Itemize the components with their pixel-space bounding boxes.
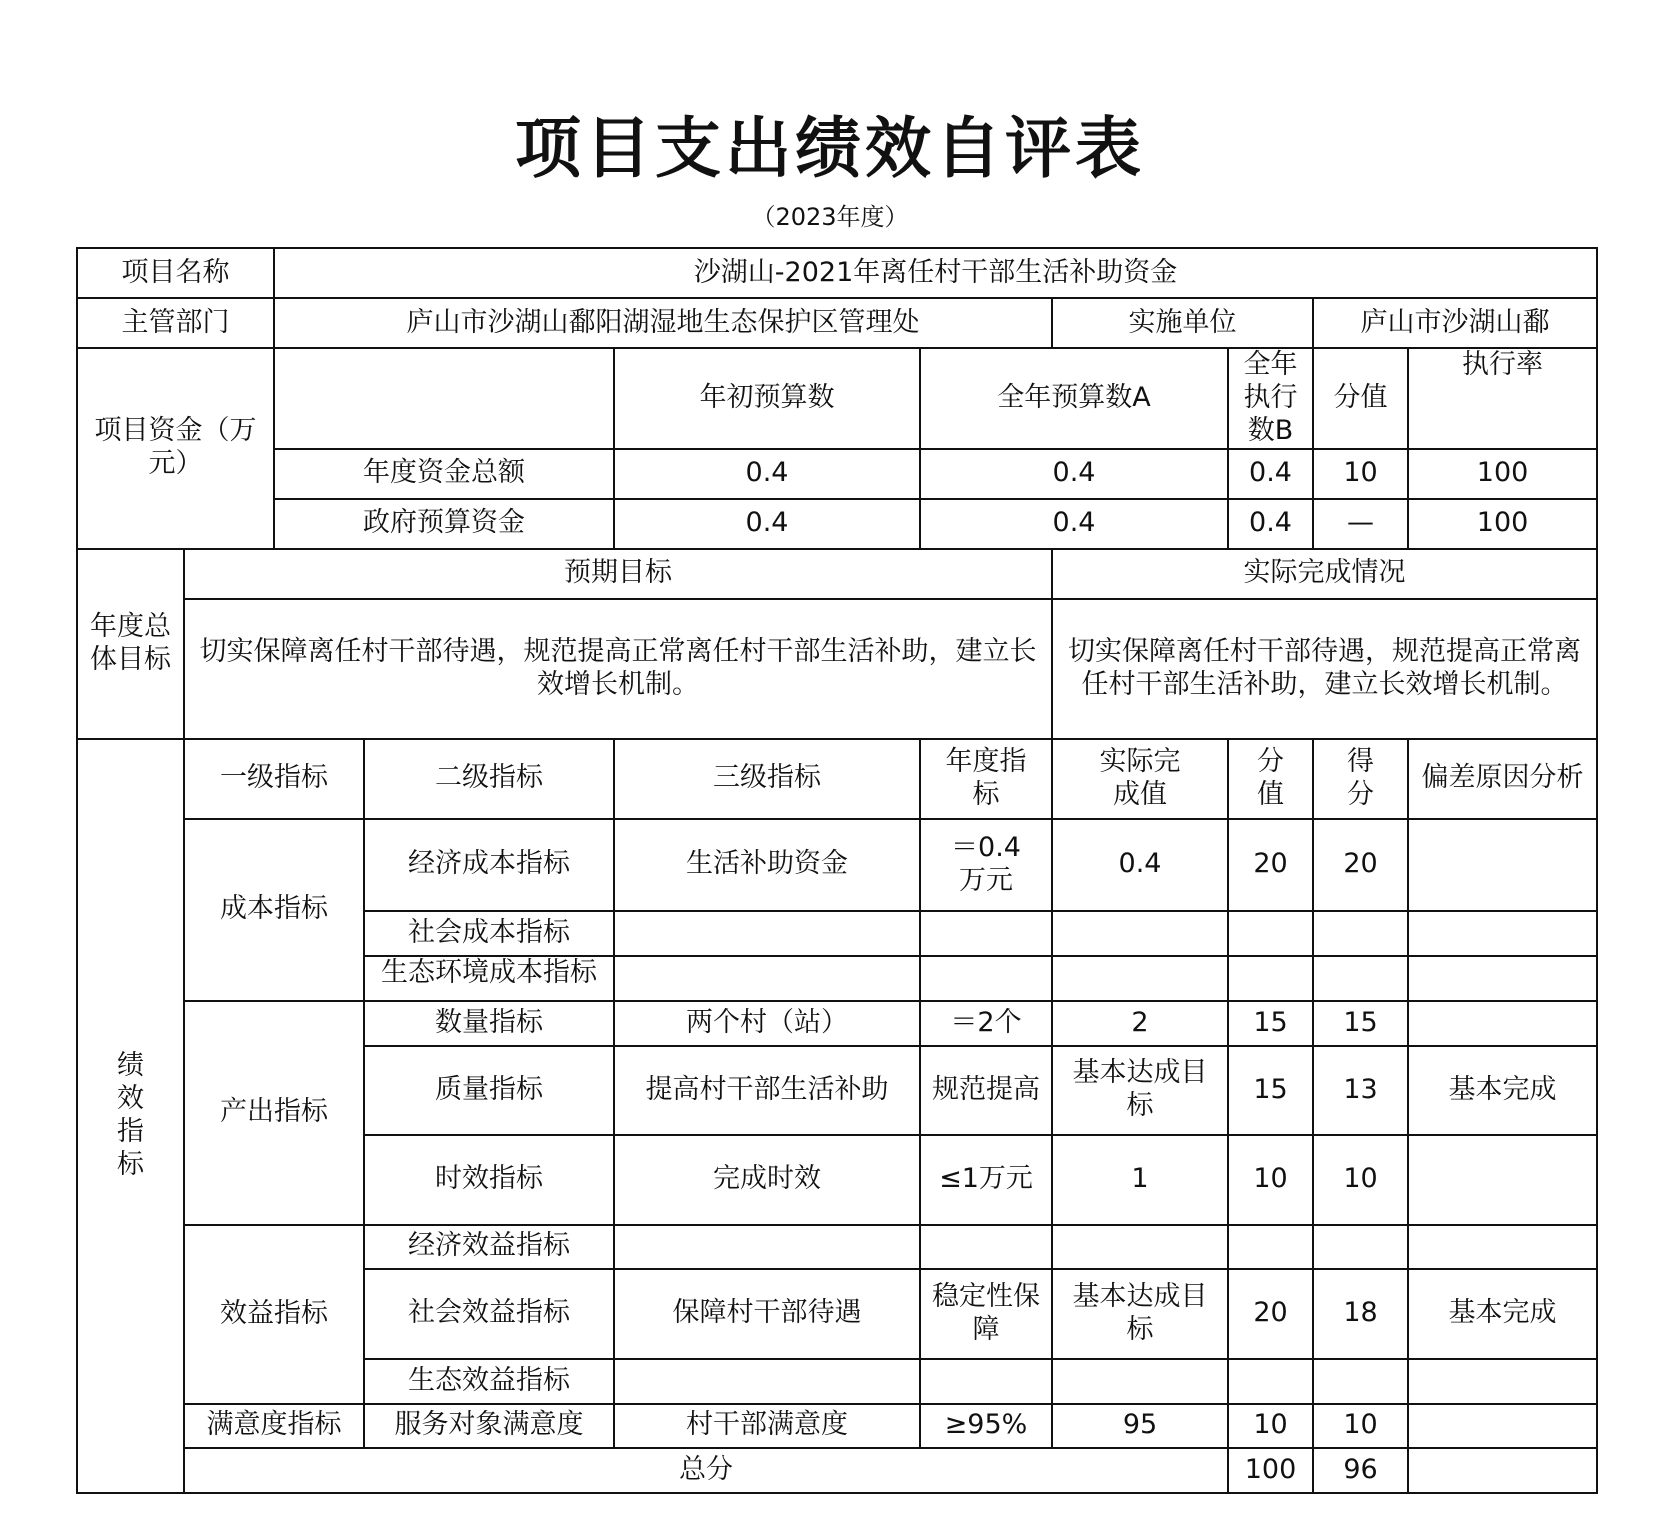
score-cell: 15	[1313, 1001, 1408, 1046]
score-cell: 10	[1313, 1404, 1408, 1448]
value-cell: 10	[1228, 1135, 1313, 1225]
actual-cell: 95	[1052, 1404, 1228, 1448]
score-cell: 13	[1313, 1046, 1408, 1135]
deviation-cell: 基本完成	[1408, 1046, 1597, 1135]
value-cell: 15	[1228, 1001, 1313, 1046]
actual-goal-header: 实际完成情况	[1052, 549, 1597, 599]
actual-goal-text: 切实保障离任村干部待遇，规范提高正常离任村干部生活补助，建立长效增长机制。	[1052, 599, 1597, 739]
goals-header-row	[77, 549, 1597, 599]
level2-cell: 质量指标	[364, 1046, 614, 1135]
level3-cell: 保障村干部待遇	[614, 1269, 920, 1359]
funds-header-annual: 全年预算数A	[920, 348, 1228, 449]
level3-cell	[614, 911, 920, 956]
funds-header-exec-rate: 执行率	[1408, 348, 1597, 449]
dept-value: 庐山市沙湖山鄱阳湖湿地生态保护区管理处	[274, 298, 1052, 348]
deviation-cell	[1408, 956, 1597, 1001]
annual-cell: ≥95%	[920, 1404, 1052, 1448]
funds-row-label: 年度资金总额	[274, 449, 614, 499]
deviation-cell	[1408, 911, 1597, 956]
total-score: 96	[1313, 1448, 1408, 1493]
score-cell: 18	[1313, 1269, 1408, 1359]
total-label: 总分	[184, 1448, 1228, 1493]
goals-content-row	[77, 599, 1597, 739]
funds-row-executed: 0.4	[1228, 499, 1313, 549]
total-row	[77, 1448, 1597, 1493]
header-value: 分值	[1228, 739, 1313, 819]
annual-cell	[920, 1359, 1052, 1404]
annual-cell: ＝2个	[920, 1001, 1052, 1046]
score-cell	[1313, 1225, 1408, 1269]
level2-cell: 时效指标	[364, 1135, 614, 1225]
project-name-row	[77, 248, 1597, 298]
funds-row	[77, 449, 1597, 499]
funds-row-initial: 0.4	[614, 449, 920, 499]
annual-cell	[920, 956, 1052, 1001]
level3-cell	[614, 1225, 920, 1269]
funds-header-score-value: 分值	[1313, 348, 1408, 449]
value-cell: 15	[1228, 1046, 1313, 1135]
funds-row-annual: 0.4	[920, 499, 1228, 549]
level2-cell: 社会效益指标	[364, 1269, 614, 1359]
header-level2: 二级指标	[364, 739, 614, 819]
level2-cell: 生态效益指标	[364, 1359, 614, 1404]
funds-row	[77, 499, 1597, 549]
actual-cell: 0.4	[1052, 819, 1228, 911]
funds-header-blank	[274, 348, 614, 449]
deviation-cell	[1408, 1135, 1597, 1225]
funds-row-annual: 0.4	[920, 449, 1228, 499]
funds-row-executed: 0.4	[1228, 449, 1313, 499]
actual-cell	[1052, 911, 1228, 956]
value-cell	[1228, 911, 1313, 956]
value-cell: 20	[1228, 819, 1313, 911]
indicator-row	[77, 1001, 1597, 1046]
indicators-header-row	[77, 739, 1597, 819]
actual-cell	[1052, 956, 1228, 1001]
level2-cell: 经济成本指标	[364, 819, 614, 911]
level1-benefit: 效益指标	[184, 1225, 364, 1404]
level3-cell: 提高村干部生活补助	[614, 1046, 920, 1135]
value-cell	[1228, 956, 1313, 1001]
level1-cost: 成本指标	[184, 819, 364, 1001]
actual-cell: 1	[1052, 1135, 1228, 1225]
funds-row-exec-rate: 100	[1408, 499, 1597, 549]
funds-row-score-value: 10	[1313, 449, 1408, 499]
total-blank	[1408, 1448, 1597, 1493]
level2-cell: 生态环境成本指标	[364, 956, 614, 1001]
score-cell	[1313, 911, 1408, 956]
header-score: 得分	[1313, 739, 1408, 819]
header-annual: 年度指标	[920, 739, 1052, 819]
indicator-row	[77, 819, 1597, 911]
funds-row-label: 政府预算资金	[274, 499, 614, 549]
level3-cell: 完成时效	[614, 1135, 920, 1225]
level3-cell: 村干部满意度	[614, 1404, 920, 1448]
level3-cell: 生活补助资金	[614, 819, 920, 911]
indicator-row	[77, 1225, 1597, 1269]
unit-value: 庐山市沙湖山鄱	[1313, 298, 1597, 348]
annual-cell	[920, 1225, 1052, 1269]
indicators-label: 绩效指标	[77, 739, 184, 1493]
value-cell: 20	[1228, 1269, 1313, 1359]
level3-cell: 两个村（站）	[614, 1001, 920, 1046]
fiscal-year: （2023年度）	[751, 203, 909, 231]
annual-cell: 稳定性保障	[920, 1269, 1052, 1359]
level2-cell: 服务对象满意度	[364, 1404, 614, 1448]
project-name-value: 沙湖山-2021年离任村干部生活补助资金	[274, 248, 1597, 298]
value-cell: 10	[1228, 1404, 1313, 1448]
level1-satisfaction: 满意度指标	[184, 1404, 364, 1448]
score-cell: 20	[1313, 819, 1408, 911]
department-row	[77, 298, 1597, 348]
deviation-cell	[1408, 819, 1597, 911]
deviation-cell	[1408, 1001, 1597, 1046]
page-title: 项目支出绩效自评表	[515, 109, 1145, 187]
deviation-cell	[1408, 1225, 1597, 1269]
score-cell	[1313, 1359, 1408, 1404]
level3-cell	[614, 1359, 920, 1404]
actual-cell	[1052, 1359, 1228, 1404]
indicator-row	[77, 1404, 1597, 1448]
level2-cell: 数量指标	[364, 1001, 614, 1046]
expected-goal-text: 切实保障离任村干部待遇，规范提高正常离任村干部生活补助，建立长效增长机制。	[184, 599, 1052, 739]
actual-cell	[1052, 1225, 1228, 1269]
expected-goal-header: 预期目标	[184, 549, 1052, 599]
value-cell	[1228, 1359, 1313, 1404]
annual-cell	[920, 911, 1052, 956]
header-deviation: 偏差原因分析	[1408, 739, 1597, 819]
total-value: 100	[1228, 1448, 1313, 1493]
header-actual: 实际完成值	[1052, 739, 1228, 819]
deviation-cell	[1408, 1359, 1597, 1404]
value-cell	[1228, 1225, 1313, 1269]
actual-cell: 2	[1052, 1001, 1228, 1046]
deviation-cell	[1408, 1404, 1597, 1448]
dept-label: 主管部门	[77, 298, 274, 348]
unit-label: 实施单位	[1052, 298, 1313, 348]
self-evaluation-table	[76, 247, 1598, 1494]
funds-row-score-value: —	[1313, 499, 1408, 549]
score-cell: 10	[1313, 1135, 1408, 1225]
funds-header-row	[77, 348, 1597, 449]
header-level3: 三级指标	[614, 739, 920, 819]
score-cell	[1313, 956, 1408, 1001]
funds-label: 项目资金（万元）	[77, 348, 274, 549]
funds-row-initial: 0.4	[614, 499, 920, 549]
annual-cell: ＝0.4万元	[920, 819, 1052, 911]
annual-cell: ≤1万元	[920, 1135, 1052, 1225]
annual-cell: 规范提高	[920, 1046, 1052, 1135]
actual-cell: 基本达成目标	[1052, 1269, 1228, 1359]
funds-header-initial: 年初预算数	[614, 348, 920, 449]
level2-cell: 经济效益指标	[364, 1225, 614, 1269]
header-level1: 一级指标	[184, 739, 364, 819]
actual-cell: 基本达成目标	[1052, 1046, 1228, 1135]
level1-output: 产出指标	[184, 1001, 364, 1225]
level3-cell	[614, 956, 920, 1001]
funds-row-exec-rate: 100	[1408, 449, 1597, 499]
funds-header-executed: 全年执行数B	[1228, 348, 1313, 449]
goals-label: 年度总体目标	[77, 549, 184, 739]
deviation-cell: 基本完成	[1408, 1269, 1597, 1359]
project-name-label: 项目名称	[77, 248, 274, 298]
level2-cell: 社会成本指标	[364, 911, 614, 956]
